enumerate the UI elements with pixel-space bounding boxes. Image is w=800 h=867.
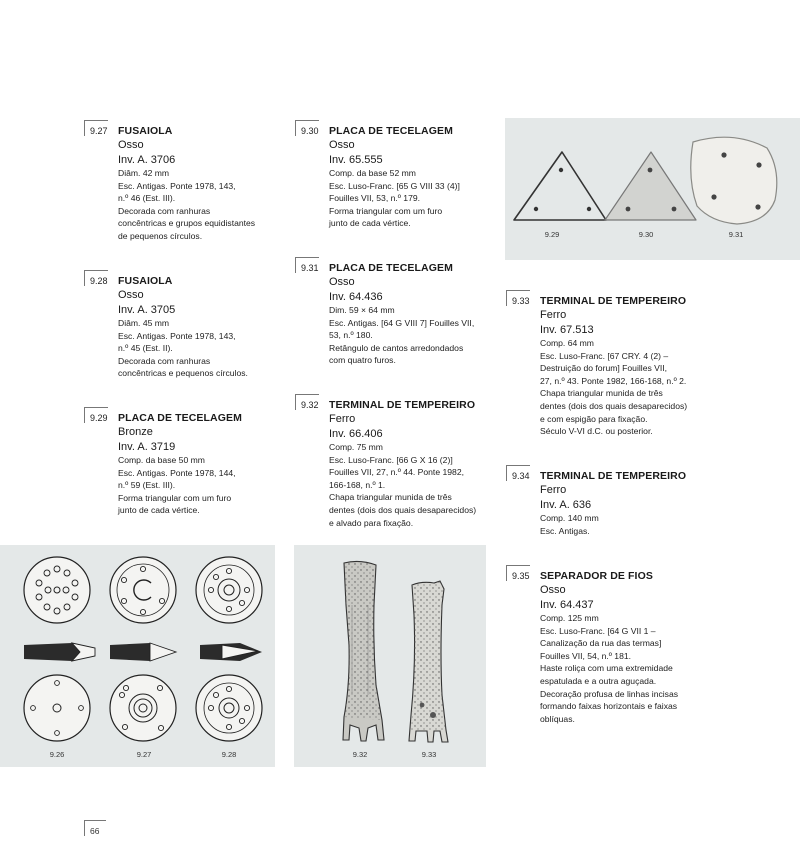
entry-number: 9.27 [90,126,108,136]
entry-number: 9.34 [512,471,530,481]
entry-detail: Comp. 140 mm [540,513,599,523]
entry-number: 9.28 [90,276,108,286]
entry-detail: Comp. da base 50 mm [118,455,205,465]
entry-detail: Decoração profusa de linhas incisas [540,688,679,699]
entry-9-28 [84,270,284,380]
entry-detail: Forma triangular com um furo [118,492,232,503]
terminal-9-33-drawing [409,581,448,742]
entry-detail: de pequenos círculos. [118,230,203,241]
terminals-figure [294,545,486,767]
entry-9-33 [506,290,716,438]
entry-detail: e com espigão para fixação. [540,413,648,424]
entry-inventory: Inv. A. 3706 [118,153,176,166]
entry-inventory: Inv. 64.437 [540,598,594,611]
entry-number: 9.33 [512,296,530,306]
entry-inventory: Inv. 66.406 [329,427,383,440]
entry-detail: dentes (dois dos quais desaparecidos) [540,400,688,411]
entry-title: FUSAIOLA [118,275,173,287]
entry-material: Osso [329,276,355,288]
whorl-9-26-bottom-drawing [24,675,90,741]
terminal-9-32-drawing [343,561,384,741]
figure-caption: 9.30 [638,230,654,239]
entry-detail: espatulada e a outra aguçada. [540,675,657,686]
entry-9-30 [295,120,495,230]
entry-material: Ferro [540,484,567,496]
figure-caption: 9.26 [49,750,65,759]
entry-number: 9.35 [512,571,530,581]
entry-inventory: Inv. A. 3705 [118,303,176,316]
entry-title: PLACA DE TECELAGEM [329,262,453,274]
entry-detail: Retângulo de cantos arredondados [329,342,464,353]
figure-caption: 9.27 [136,750,152,759]
entry-detail: n.º 59 (Est. III). [118,480,176,491]
plates-figure-panel [505,118,800,260]
entry-detail: Esc. Antigas. Ponte 1978, 143, [118,330,236,341]
entry-9-27 [84,120,284,243]
entry-material: Osso [540,584,566,596]
entry-detail: Comp. 125 mm [540,613,599,623]
entry-detail: Esc. Antigas. [540,525,590,536]
entry-detail: n.º 46 (Est. III). [118,193,176,204]
entry-detail: Esc. Luso-Franc. [66 G X 16 (2)] [329,454,453,465]
entry-detail: junto de cada vértice. [329,218,411,229]
entry-material: Ferro [540,309,567,321]
entry-inventory: Inv. 64.436 [329,290,383,303]
entry-detail: Fouilles VII, 27, n.º 44. Ponte 1982, [329,467,464,478]
entry-title: TERMINAL DE TEMPEREIRO [540,470,687,482]
entry-inventory: Inv. 67.513 [540,323,594,336]
entry-9-29 [84,407,284,517]
terminals-figure-panel [294,545,486,767]
entry-detail: Diâm. 45 mm [118,318,170,328]
entry-detail: Fouilles VII, 53, n.º 179. [329,193,421,204]
entry-number: 9.32 [301,400,319,410]
entry-detail: Chapa triangular munida de três [329,492,452,503]
entry-9-31 [295,257,495,367]
entry-detail: Século V-VI d.C. ou posterior. [540,426,653,437]
entry-detail: dentes (dois dos quais desaparecidos) [329,504,477,515]
whorl-9-28-bottom-drawing [196,675,262,741]
whorl-9-26-top-drawing [24,557,90,623]
entry-material: Ferro [329,413,356,425]
entry-detail: formando faixas horizontais e faixas [540,701,678,712]
whorl-profiles-drawing [24,643,262,661]
entry-9-34 [506,465,716,537]
entry-detail: Esc. Luso-Franc. [65 G VIII 33 (4)] [329,180,460,191]
entry-detail: Decorada com ranhuras [118,205,211,216]
entry-title: SEPARADOR DE FIOS [540,570,653,582]
entry-detail: 27, n.º 43. Ponte 1982, 166-168, n.º 2. [540,375,687,386]
entry-detail: Esc. Luso-Franc. [64 G VII 1 – [540,625,656,636]
entry-detail: 166-168, n.º 1. [329,479,386,490]
entry-9-35 [506,565,716,725]
entry-number: 9.31 [301,263,319,273]
whorl-9-27-bottom-drawing [110,675,176,741]
plate-9-31-drawing [691,137,777,224]
entry-detail: Decorada com ranhuras [118,355,211,366]
entry-detail: Esc. Antigas. Ponte 1978, 143, [118,180,236,191]
entry-inventory: Inv. 65.555 [329,153,383,166]
entry-detail: Comp. 64 mm [540,338,594,348]
entry-detail: junto de cada vértice. [118,505,200,516]
entry-detail: 53, n.º 180. [329,330,373,341]
entry-detail: Canalização da rua das termas] [540,638,662,649]
entry-title: PLACA DE TECELAGEM [329,125,453,137]
whorls-figure-panel [0,545,275,767]
entry-detail: Esc. Antigas. [64 G VIII 7] Fouilles VII, [329,317,475,328]
entry-material: Osso [118,289,144,301]
entry-material: Osso [118,139,144,151]
figure-caption: 9.32 [352,750,368,759]
entry-detail: e alvado para fixação. [329,517,414,528]
figure-caption: 9.33 [421,750,437,759]
whorls-figure [0,545,275,767]
entry-material: Osso [329,139,355,151]
entry-number: 9.30 [301,126,319,136]
figure-caption: 9.29 [544,230,560,239]
entry-detail: Comp. 75 mm [329,442,383,452]
entry-detail: Chapa triangular munida de três [540,388,663,399]
entry-detail: Comp. da base 52 mm [329,168,416,178]
entry-inventory: Inv. A. 636 [540,498,592,511]
entry-title: FUSAIOLA [118,125,173,137]
entry-title: PLACA DE TECELAGEM [118,412,242,424]
figure-caption: 9.31 [728,230,744,239]
page-number: 66 [90,826,100,836]
plate-9-30-drawing [605,152,696,220]
entry-detail: Esc. Luso-Franc. [67 CRY. 4 (2) – [540,350,669,361]
entry-detail: concêntricas e grupos equidistantes [118,218,256,229]
entry-detail: concêntricas e pequenos círculos. [118,368,248,379]
whorl-9-27-top-drawing [110,557,176,623]
entry-title: TERMINAL DE TEMPEREIRO [329,399,476,411]
entry-detail: Destruição do forum] Fouilles VII, [540,363,668,374]
entry-detail: Dim. 59 × 64 mm [329,305,395,315]
figure-caption: 9.28 [221,750,237,759]
entry-detail: Forma triangular com um furo [329,205,443,216]
entry-detail: com quatro furos. [329,355,396,366]
entry-detail: Haste roliça com uma extremidade [540,663,673,674]
page-number-box [84,820,106,836]
entry-number: 9.29 [90,413,108,423]
plate-9-29-drawing [514,152,606,220]
entry-material: Bronze [118,426,153,438]
entry-detail: n.º 45 (Est. II). [118,343,173,354]
whorl-9-28-top-drawing [196,557,262,623]
entry-detail: oblíquas. [540,713,575,724]
entry-inventory: Inv. A. 3719 [118,440,176,453]
entry-9-32 [295,394,505,529]
entry-detail: Diâm. 42 mm [118,168,170,178]
entry-detail: Fouilles VII, 54, n.º 181. [540,650,632,661]
entry-detail: Esc. Antigas. Ponte 1978, 144, [118,467,236,478]
entry-title: TERMINAL DE TEMPEREIRO [540,295,687,307]
